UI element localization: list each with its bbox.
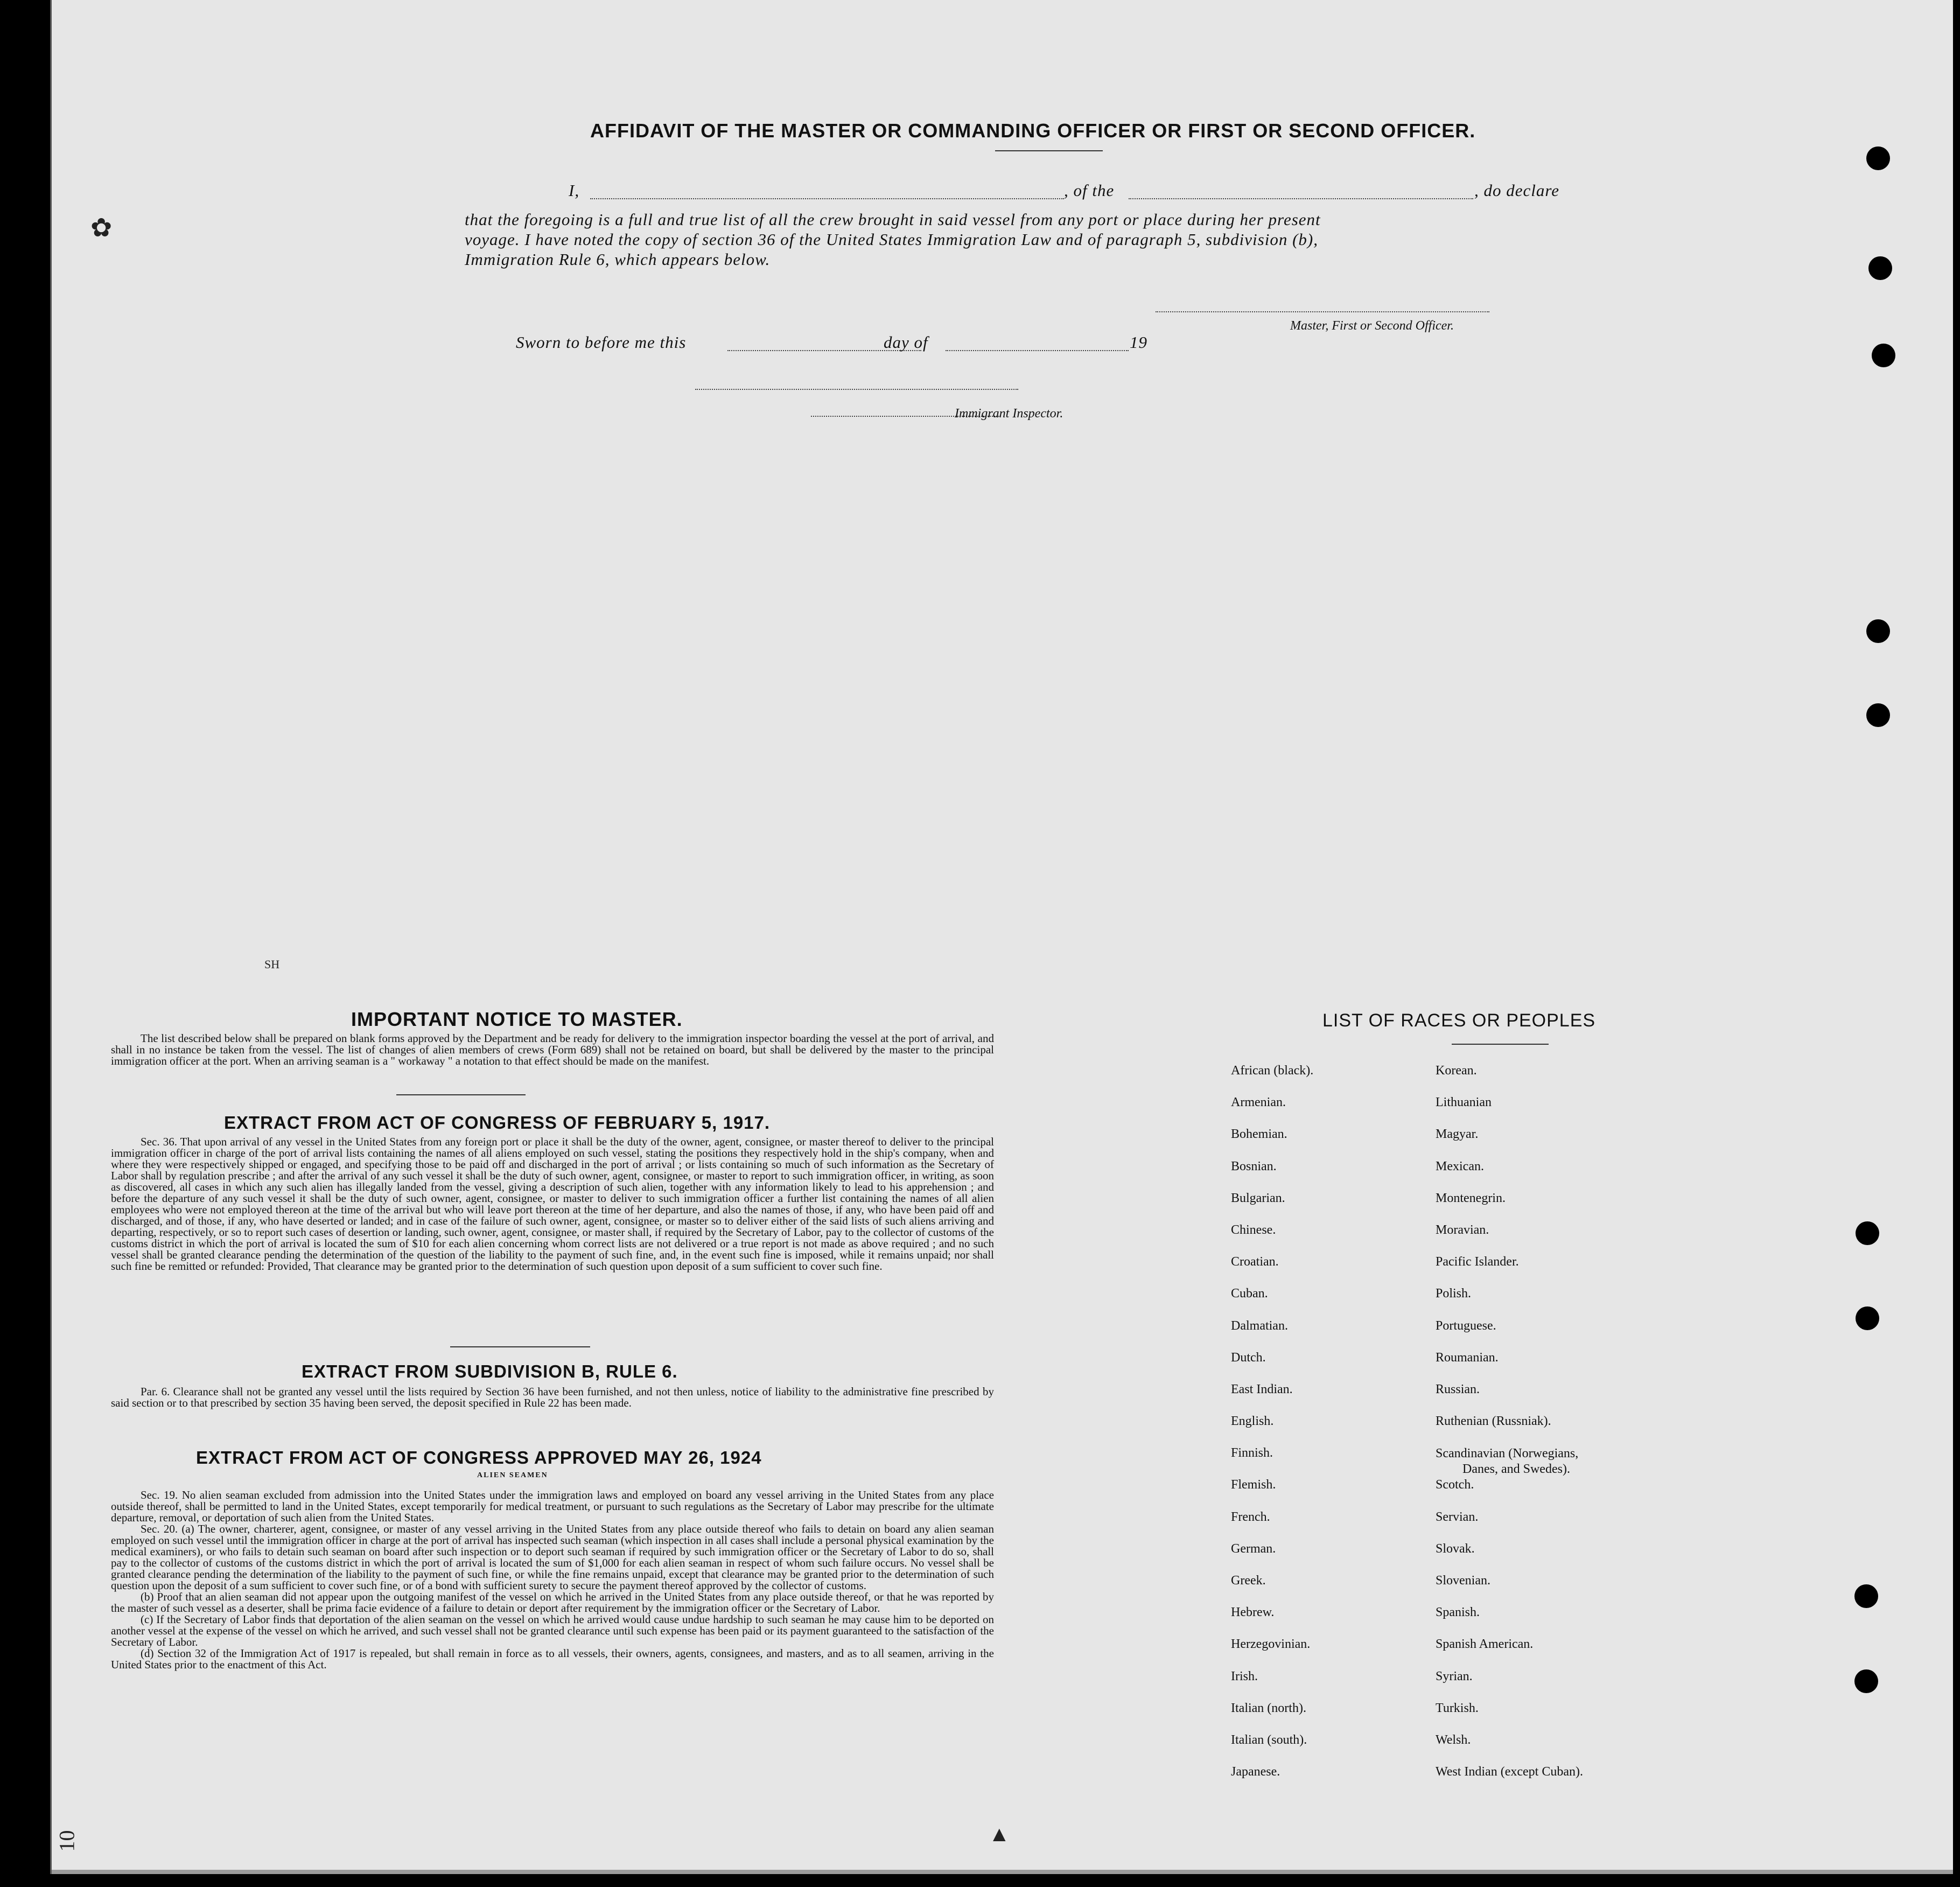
race-item: Servian. (1436, 1509, 1479, 1524)
race-item: Chinese. (1231, 1222, 1276, 1237)
race-item: Portuguese. (1436, 1318, 1496, 1333)
race-item: Mexican. (1436, 1159, 1484, 1173)
affidavit-title: AFFIDAVIT OF THE MASTER OR COMMANDING OFFICER OR FIRST OR SECOND OFFICER. (590, 120, 1476, 142)
punch-hole (1868, 256, 1892, 280)
race-item-line2: Danes, and Swedes). (1462, 1462, 1570, 1477)
master-name-blank[interactable] (590, 198, 1064, 199)
race-item: Dutch. (1231, 1350, 1266, 1365)
ink-blot-mark: ✿ (90, 214, 113, 242)
sworn-month-blank[interactable] (946, 350, 1129, 351)
sec19-paragraph: Sec. 19. No alien seaman excluded from admission into the United States under the immigration laws and employed on board any vessel arriving in the United States from any place outside thereof, shall be permitted to land in the United States, except temporarily for medical treatment, or pursuant to such regulations as the Secretary of Labor may prescribe for the ultimate departure, removal, or deportation of such alien from the United States. (111, 1488, 994, 1524)
race-item: Greek. (1231, 1574, 1266, 1588)
punch-hole (1854, 1584, 1878, 1608)
race-item: Slovenian. (1436, 1574, 1490, 1588)
par6-paragraph: Par. 6. Clearance shall not be granted any vessel until the lists required by Section 36 have been furnished, and not then unless, notice of liability to the administrative fine prescribed by said section or to that prescribed by section 35 having been served, the deposit specified in Rule 22 has been made. (111, 1385, 994, 1409)
document-page (50, 0, 1953, 1874)
race-item: Lithuanian (1436, 1095, 1492, 1110)
race-item: Welsh. (1436, 1732, 1471, 1747)
race-item: Cuban. (1231, 1287, 1268, 1301)
race-item: Bohemian. (1231, 1127, 1287, 1142)
sworn-day-label: day of (884, 333, 928, 352)
extract-1924-title: EXTRACT FROM ACT OF CONGRESS APPROVED MAY 26, 1924 (196, 1448, 762, 1467)
race-item: Bulgarian. (1231, 1191, 1285, 1205)
race-item: Polish. (1436, 1287, 1472, 1301)
sec20b-paragraph: (b) Proof that an alien seaman did not appear upon the outgoing manifest of the vessel on which he arrived in the United States from any place outside thereof, or that he was reported by the master of such vessel as a deserter, shall be prima facie evidence of a failure to detain or deport after requirement by the immigration officer or the Secretary of Labor. (111, 1590, 994, 1615)
race-item: Roumanian. (1436, 1350, 1499, 1365)
punch-hole (1854, 1669, 1878, 1693)
race-item: Armenian. (1231, 1095, 1286, 1110)
extract-1917-body (111, 1136, 994, 1272)
punch-hole (1856, 1306, 1879, 1330)
notice-title: IMPORTANT NOTICE TO MASTER. (351, 1008, 683, 1030)
master-caption: Master, First or Second Officer. (1290, 319, 1454, 333)
sec20d-paragraph: (d) Section 32 of the Immigration Act of 1917 is repealed, but shall remain in force as to all vessels, their owners, agents, consignees, and masters, and as to all seamen, arriving in the United States prior to the enactment of this Act. (111, 1647, 994, 1671)
race-item: Irish. (1231, 1669, 1258, 1683)
race-item-line1: Scandinavian (Norwegians, (1436, 1446, 1579, 1461)
punch-hole (1872, 344, 1895, 367)
race-item: Dalmatian. (1231, 1318, 1288, 1333)
races-left-column (1231, 1064, 1446, 1797)
margin-note-mid-left: SH (264, 958, 280, 971)
races-right-column (1436, 1064, 1683, 1797)
race-item: Moravian. (1436, 1222, 1489, 1237)
affidavit-line2: that the foregoing is a full and true list of all the crew brought in said vessel from any port or place during her present (465, 210, 1321, 229)
affidavit-line1-prefix: I, (569, 181, 580, 200)
race-item: East Indian. (1231, 1382, 1293, 1396)
extract-1924-body (111, 1490, 994, 1671)
affidavit-line1-end: , do declare (1474, 181, 1560, 200)
sworn-prefix: Sworn to before me this (516, 333, 687, 352)
notice-body (111, 1033, 994, 1067)
races-title: LIST OF RACES OR PEOPLES (1322, 1010, 1596, 1031)
race-item: African (black). (1231, 1064, 1314, 1078)
race-item (1436, 1446, 1683, 1478)
extract-1917-title: EXTRACT FROM ACT OF CONGRESS OF FEBRUARY 5, 1917. (224, 1113, 771, 1133)
race-item: Flemish. (1231, 1478, 1276, 1492)
punch-hole (1866, 146, 1890, 170)
race-item: Montenegrin. (1436, 1191, 1506, 1205)
sec20c-paragraph: (c) If the Secretary of Labor finds that deportation of the alien seaman on the vessel on which he arrived would cause undue hardship to such seaman he may cause him to be deported on another vessel at the expense of the vessel on which he arrived, and such vessel shall not be granted clearance until such expense has been paid or its payment guaranteed to the satisfaction of the Secretary of Labor. (111, 1613, 994, 1648)
race-item: Spanish. (1436, 1605, 1480, 1620)
inspector-caption: Immigrant Inspector. (955, 407, 1063, 421)
margin-note-bottom-left: 10 (54, 1830, 79, 1852)
race-item: Ruthenian (Russniak). (1436, 1414, 1551, 1429)
extract-rule6-title: EXTRACT FROM SUBDIVISION B, RULE 6. (302, 1361, 678, 1381)
race-item: French. (1231, 1509, 1270, 1524)
extract-1917-rule (450, 1346, 590, 1347)
notice-paragraph: The list described below shall be prepared on blank forms approved by the Department and be ready for delivery to the immigration inspector boarding the vessel at the port of arrival, and shall in no instance be taken from the vessel. The list of changes of alien members of crews (Form 689) shall not be retained on board, but shall be delivered by the master to the principal immigration officer at the port. When an arriving seaman is a " workaway " a notation to that effect should be made on the manifest. (111, 1032, 994, 1067)
vessel-name-blank[interactable] (1129, 198, 1473, 199)
race-item: Finnish. (1231, 1446, 1273, 1460)
race-item: Japanese. (1231, 1765, 1280, 1779)
title-rule (995, 150, 1103, 151)
master-signature-blank[interactable] (1156, 311, 1489, 312)
race-item: West Indian (except Cuban). (1436, 1765, 1583, 1779)
extract-1924-subtitle: ALIEN SEAMEN (477, 1471, 548, 1479)
races-rule (1452, 1044, 1549, 1045)
affidavit-line4: Immigration Rule 6, which appears below. (465, 250, 771, 269)
punch-hole (1866, 703, 1890, 727)
inspector-signature-blank[interactable] (695, 389, 1018, 390)
sworn-year-label: 19 (1130, 333, 1147, 352)
affidavit-line3: voyage. I have noted the copy of section 36 of the United States Immigration Law and of paragraph 5, subdivision (b), (465, 230, 1318, 249)
race-item: English. (1231, 1414, 1274, 1429)
punch-hole (1866, 619, 1890, 643)
race-item: Turkish. (1436, 1701, 1479, 1715)
race-item: Korean. (1436, 1064, 1477, 1078)
race-item: Spanish American. (1436, 1637, 1534, 1652)
race-item: Italian (north). (1231, 1701, 1306, 1715)
sec20a-paragraph: Sec. 20. (a) The owner, charterer, agent, consignee, or master of any vessel arriving in the United States from any place outside thereof who fails to detain on board any alien seaman employed on such vessel until the immigration officer in charge at the port of arrival has inspected such seaman (which inspection in all cases shall include a personal physical examination by the medical examiners), or who fails to detain such seaman on board after such inspection or to deport such seaman if required by such immigration officer or the Secretary of Labor to do so, shall pay to the collector of customs of the customs district in which the port of arrival is located the sum of $1,000 for each alien seaman in respect of whom such failure occurs. No vessel shall be granted clearance pending the determination of the liability to the payment of such fine, or while the fine remains unpaid, except that clearance may be granted prior to the determination of such question upon the deposit of a sum sufficient to cover such fine, or of a bond with sufficient surety to secure the payment thereof approved by the collector of customs. (111, 1522, 994, 1592)
sec36-paragraph: Sec. 36. That upon arrival of any vessel in the United States from any foreign port or place it shall be the duty of the owner, agent, consignee, or master thereof to deliver to the principal immigration officer in charge of the port of arrival lists containing the names of all aliens employed on such vessel, stating the positions they respectively hold in the ship's company, when and where they were respectively shipped or engaged, and specifying those to be paid off and discharged in the port of arrival ; or lists containing so much of such information as the Secretary of Labor shall by regulation prescribe ; and after the arrival of any such vessel it shall be the duty of such owner, agent, consignee, or master to report to such immigration officer, in writing, as soon as discovered, all cases in which any such alien has illegally landed from the vessel, giving a description of such alien, together with any information likely to lead to his apprehension ; and before the departure of any such vessel it shall be the duty of such owner, agent, consignee, or master to deliver to such immigration officer a further list containing the names of all alien employees who were not employed thereon at the time of the arrival but who will leave port thereon at the time of her departure, and also the names of those, if any, who have been paid off and discharged, and of those, if any, who have deserted or landed; and in case of the failure of such owner, agent, consignee, or master so to deliver either of the said lists of such aliens arriving and departing, respectively, or so to report such cases of desertion or landing, such owner, agent, consignee, or master shall, if required by the Secretary of Labor, pay to the collector of customs of the customs district in which the port of arrival is located the sum of $10 for each alien concerning whom correct lists are not delivered or a true report is not made as above required ; and no such vessel shall be granted clearance pending the determination of the question of the liability to the payment of such fine, and, in the event such fine is imposed, while it remains unpaid; nor shall such fine be remitted or refunded: Provided, That clearance may be granted prior to the determination of such question upon deposit of a sum sufficient to cover such fine. (111, 1135, 994, 1273)
race-item: Scotch. (1436, 1478, 1474, 1492)
race-item: Italian (south). (1231, 1732, 1307, 1747)
race-item: Hebrew. (1231, 1605, 1275, 1620)
race-item: Pacific Islander. (1436, 1255, 1519, 1269)
race-item: Syrian. (1436, 1669, 1473, 1683)
race-item: Magyar. (1436, 1127, 1479, 1142)
race-item: Russian. (1436, 1382, 1480, 1396)
affidavit-line1-mid: , of the (1064, 181, 1115, 200)
notice-rule (396, 1094, 526, 1095)
race-item: Herzegovinian. (1231, 1637, 1311, 1652)
punch-hole (1856, 1221, 1879, 1245)
ink-mark-bottom: ▲ (989, 1822, 1010, 1846)
race-item: Slovak. (1436, 1541, 1475, 1556)
race-item: Bosnian. (1231, 1159, 1277, 1173)
race-item: German. (1231, 1541, 1276, 1556)
race-item: Croatian. (1231, 1255, 1279, 1269)
extract-rule6-body (111, 1386, 994, 1409)
